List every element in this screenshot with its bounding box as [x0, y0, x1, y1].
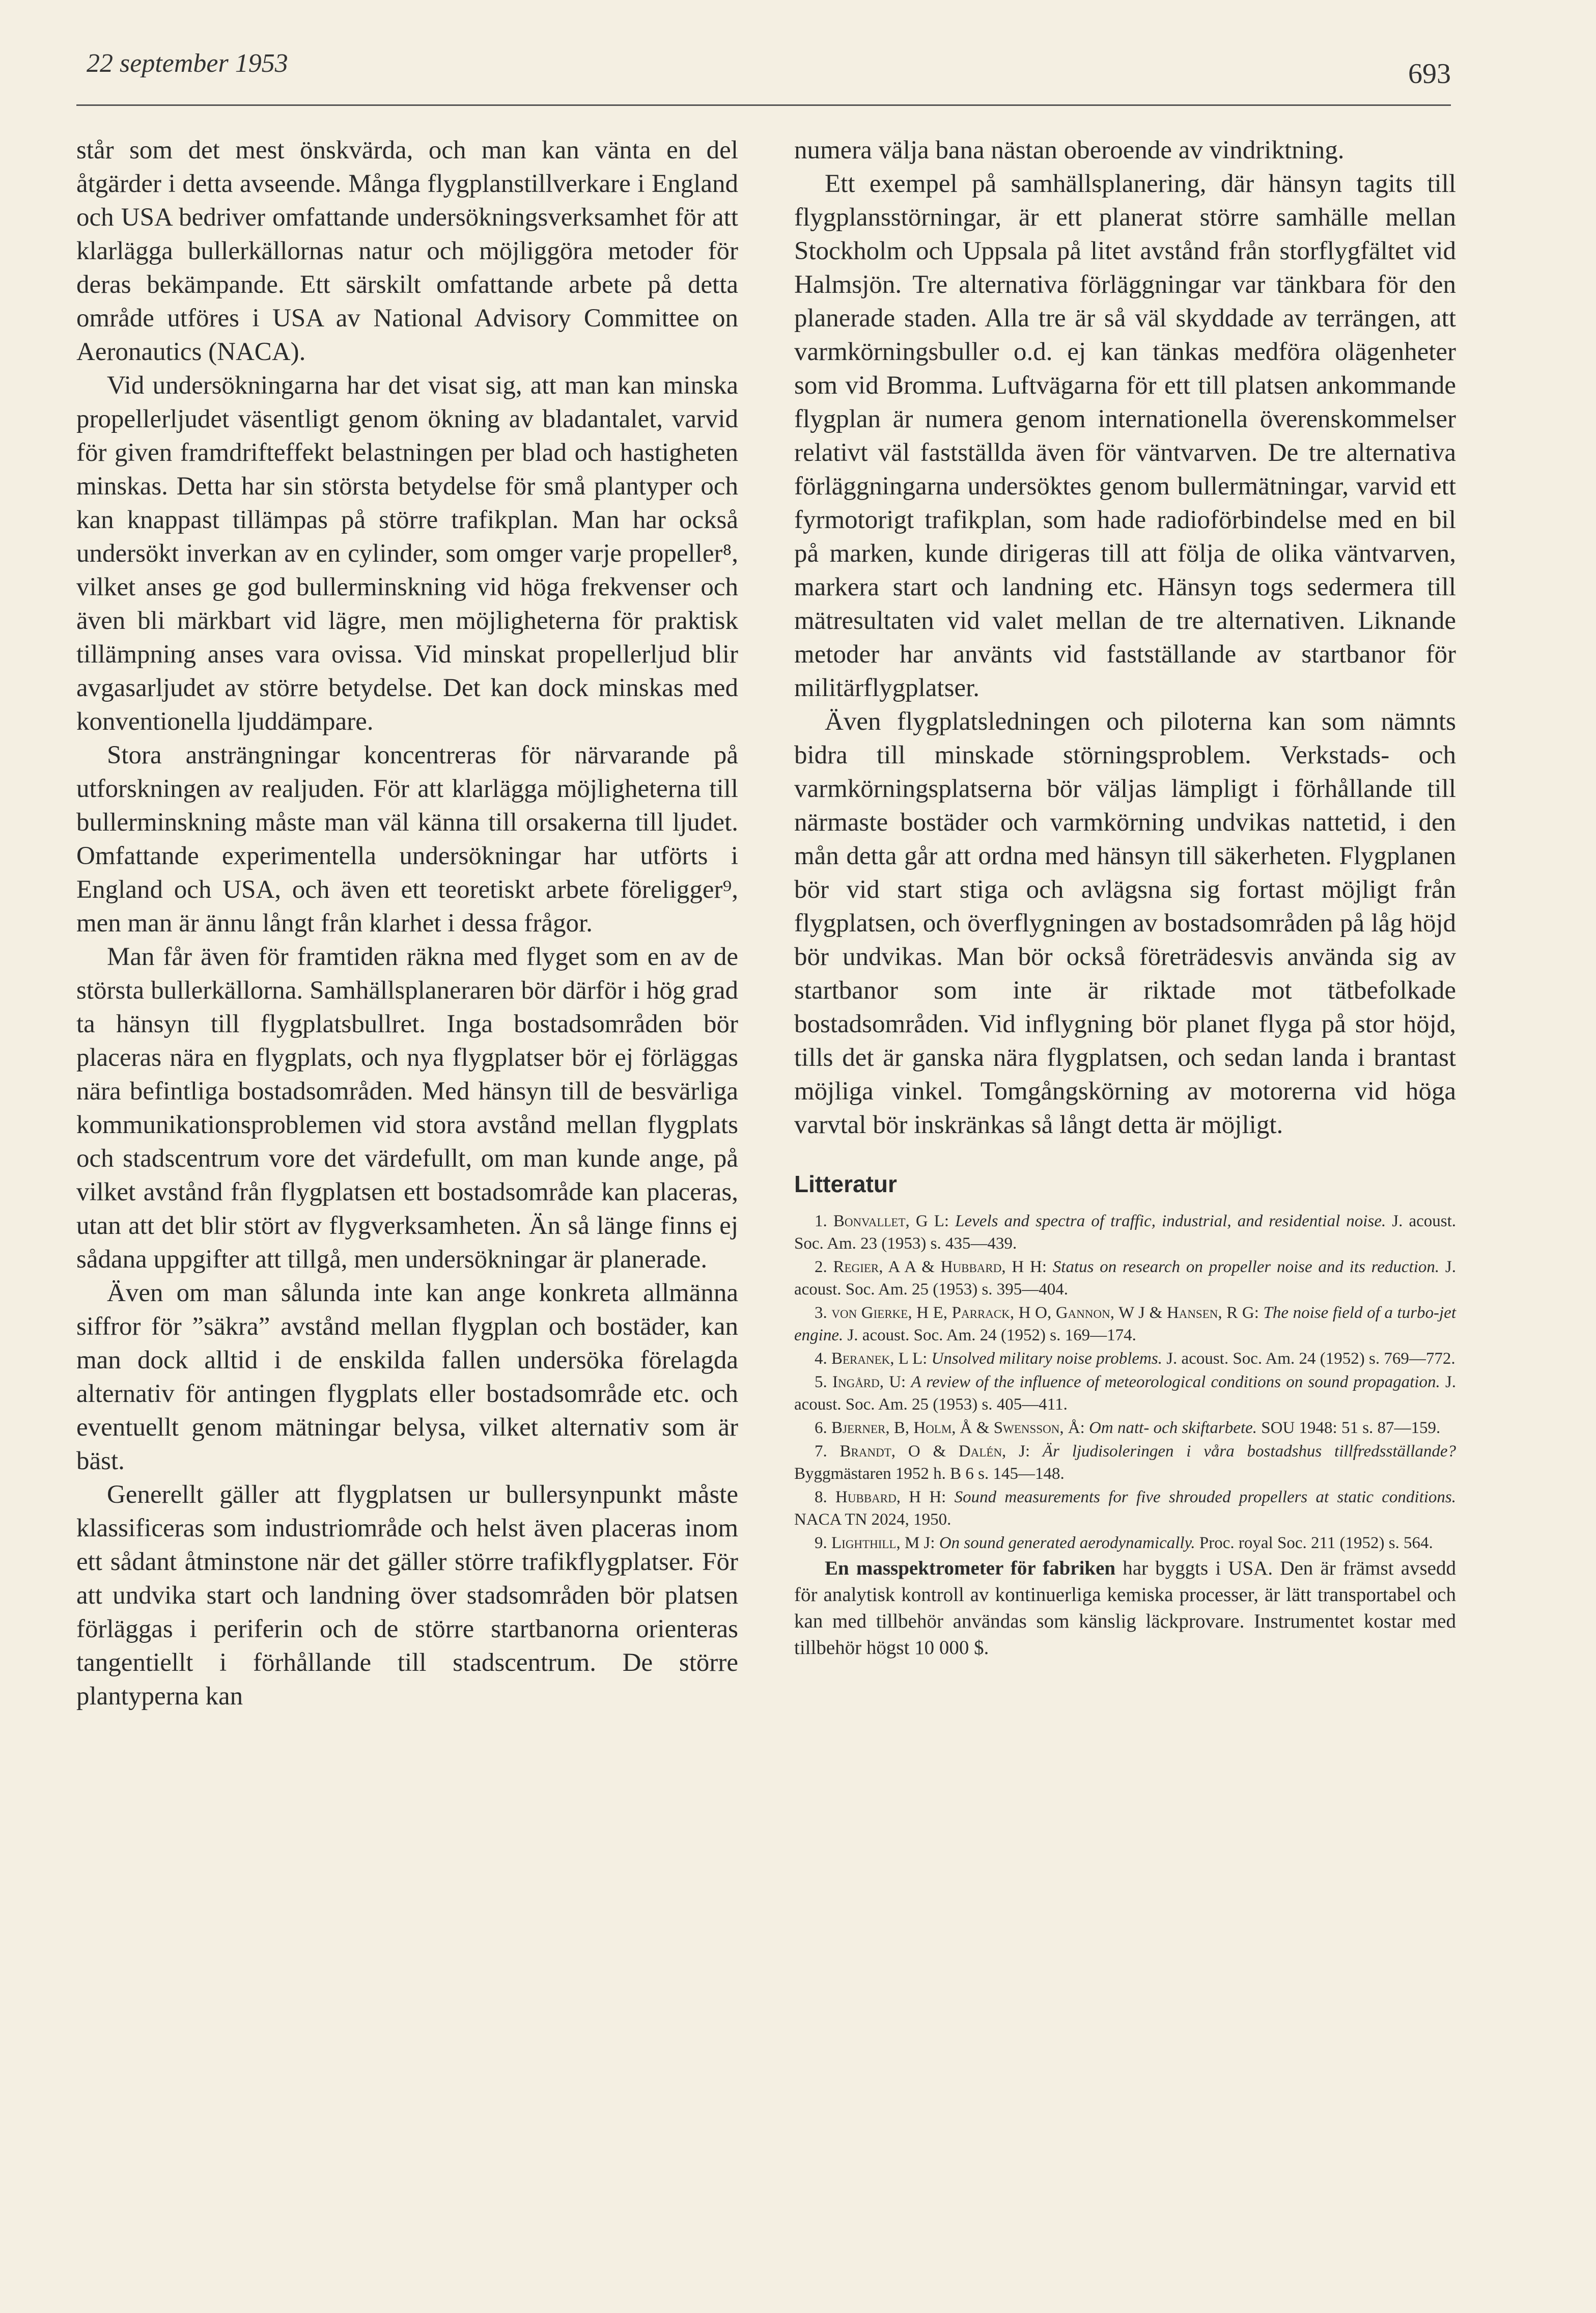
- paragraph: står som det mest önskvärda, och man kan vänta en del åtgärder i detta avseende. Många flygplanstillverkare i England och USA bedriver omfattande undersökningsverksamhet för att klarlägga bullerkällornas natur och möjliggöra metoder för deras bekämpande. Ett särskilt omfattande arbete på detta område utföres i USA av National Advisory Committee on Aeronautics (NACA).: [76, 136, 738, 366]
- reference-authors: Hubbard, H H:: [835, 1488, 946, 1506]
- issue-date: 22 september 1953: [87, 49, 288, 78]
- paragraph: Ett exempel på samhällsplanering, där hänsyn tagits till flygplansstörningar, är ett planerat större samhälle mellan Stockholm och Uppsala på litet avstånd från storflygfältet vid Halmsjön. Tre alternativa förläggningar var tänkbara för den planerade staden. Alla tre är så väl skyddade av terrängen, att varmkörningsbuller o.d. ej kan tänkas medföra olägenheter som vid Bromma. Luftvägarna för ett till platsen ankommande flygplan är numera genom internationella överenskommelser relativt väl fastställda även för väntvarven. De tre alternativa förläggningarna undersöktes genom bullermätningar, varvid ett fyrmotorigt trafikplan, som hade radioförbindelse med en bil på marken, kunde dirigeras till att följa de olika väntvarven, markera start och landning etc. Hänsyn togs sedermera till mätresultaten vid valet mellan de tre alternativen. Liknande metoder har använts vid fastställande av startbanor för militärflygplatser.: [794, 170, 1456, 702]
- news-note-text: har byggts i USA. Den är främst avsedd för analytisk kontroll av kontinuerliga kemiska processer, är lätt transportabel och kan med tillbehör användas som känslig läckprovare. Instrumentet kostar med tillbehör högst 10 000 $.: [794, 1557, 1456, 1659]
- reference-number: 6.: [815, 1419, 827, 1437]
- reference-number: 8.: [815, 1488, 827, 1506]
- paragraph: Även flygplatsledningen och piloterna kan som nämnts bidra till minskade störningsproblem. Verkstads- och varmkörningsplatserna bör väljas lämpligt i förhållande till närmaste bostäder och varmkörning undvikas nattetid, i den mån detta går att ordna med hänsyn till säkerheten. Flygplanen bör vid start stiga och avlägsna sig fortast möjligt från flygplatsen, och överflygningen av bostadsområden på låg höjd bör undvikas. Man bör också företrädesvis använda sig av startbanor som inte är riktade mot tätbefolkade bostadsområden. Vid inflygning bör planet flyga på stor höjd, tills det är ganska nära flygplatsen, och sedan landa i brantast möjliga vinkel. Tomgångskörning av motorerna vid höga varvtal bör inskränkas så långt detta är möjligt.: [794, 707, 1456, 1139]
- literature-heading: Litteratur: [794, 1171, 897, 1197]
- page-number: 693: [1408, 58, 1451, 90]
- reference-number: 2.: [815, 1258, 827, 1276]
- reference-title: Status on research on propeller noise and its reduction.: [1052, 1258, 1440, 1276]
- reference-number: 5.: [815, 1373, 827, 1391]
- reference-source: Proc. royal Soc. 211 (1952) s. 564.: [1199, 1534, 1433, 1552]
- reference-authors: Beranek, L L:: [831, 1350, 928, 1368]
- reference-item: [794, 1371, 1456, 1416]
- reference-title: A review of the influence of meteorological conditions on sound propagation.: [911, 1373, 1440, 1391]
- reference-source: J. acoust. Soc. Am. 25 (1953) s. 395—404.: [794, 1258, 1457, 1299]
- reference-item: [794, 1440, 1456, 1485]
- reference-item: [794, 1417, 1456, 1439]
- reference-source: J. acoust. Soc. Am. 23 (1953) s. 435—439.: [794, 1212, 1457, 1253]
- news-note-lead: En masspektrometer för fabriken: [825, 1557, 1116, 1579]
- reference-authors: Brandt, O & Dalén, J:: [839, 1442, 1030, 1461]
- reference-title: The noise field of a turbo-jet engine.: [794, 1304, 1456, 1344]
- reference-authors: Regier, A A & Hubbard, H H:: [833, 1258, 1047, 1276]
- reference-authors: Lighthill, M J:: [831, 1534, 935, 1552]
- right-column: [794, 133, 1456, 1661]
- reference-item: [794, 1256, 1456, 1301]
- reference-number: 1.: [815, 1212, 827, 1230]
- paragraph: Vid undersökningarna har det visat sig, att man kan minska propellerljudet väsentligt genom ökning av bladantalet, varvid för given framdrifteffekt belastningen per blad och hastigheten minskas. Detta har sin största betydelse för små plantyper och kan knappast tillämpas på större trafikplan. Man har också undersökt inverkan av en cylinder, som omger varje propeller⁸, vilket anses ge god bullerminskning vid höga frekvenser och även bli märkbart vid lägre, men möjligheterna för praktisk tillämpning anses vara ovissa. Vid minskat propellerljud blir avgasarljudet av större betydelse. Det kan dock minskas med konventionella ljuddämpare.: [76, 371, 738, 736]
- reference-number: 9.: [815, 1534, 827, 1552]
- reference-title: Levels and spectra of traffic, industrial, and residential noise.: [955, 1212, 1386, 1230]
- reference-source: NACA TN 2024, 1950.: [794, 1510, 951, 1529]
- reference-number: 7.: [815, 1442, 827, 1461]
- reference-title: Sound measurements for five shrouded propellers at static conditions.: [954, 1488, 1457, 1506]
- reference-authors: Bonvallet, G L:: [833, 1212, 949, 1230]
- paragraph: Även om man sålunda inte kan ange konkreta allmänna siffror för ”säkra” avstånd mellan flygplan och bostäder, kan man dock alltid i de enskilda fallen undersöka förelagda alternativ för antingen flygplats eller bostadsområde etc. och eventuellt genom mätningar belysa, vilket alternativ som är bäst.: [76, 1279, 738, 1475]
- reference-item: [794, 1486, 1456, 1531]
- reference-source: SOU 1948: 51 s. 87—159.: [1261, 1419, 1441, 1437]
- page-header: [76, 48, 1451, 106]
- reference-source: Byggmästaren 1952 h. B 6 s. 145—148.: [794, 1465, 1065, 1483]
- reference-item: [794, 1347, 1456, 1370]
- paragraph: Generellt gäller att flygplatsen ur bullersynpunkt måste klassificeras som industriområde och helst även placeras inom ett sådant åtminstone när det gäller större trafikflygplatser. För att undvika start och landning över stadsområden bör platsen förläggas i periferin och de större startbanorna orienteras tangentiellt i förhållande till stadscentrum. De större plantyperna kan: [76, 1480, 738, 1711]
- reference-title: Unsolved military noise problems.: [931, 1350, 1162, 1368]
- reference-source: J. acoust. Soc. Am. 24 (1952) s. 769—772.: [1166, 1350, 1455, 1368]
- reference-list: [794, 1210, 1456, 1554]
- reference-number: 3.: [815, 1304, 827, 1322]
- paragraph: Stora ansträngningar koncentreras för närvarande på utforskningen av realjuden. För att klarlägga möjligheterna till bullerminskning måste man väl känna till orsakerna till ljudet. Omfattande experimentella undersökningar har utförts i England och USA, och även ett teoretiskt arbete föreligger⁹, men man är ännu långt från klarhet i dessa frågor.: [76, 741, 738, 938]
- reference-source: J. acoust. Soc. Am. 25 (1953) s. 405—411.: [794, 1373, 1457, 1414]
- reference-authors: Bjerner, B, Holm, Å & Swensson, Å:: [831, 1419, 1085, 1437]
- news-note: [794, 1555, 1456, 1661]
- reference-authors: von Gierke, H E, Parrack, H O, Gannon, W J & Hansen, R G:: [831, 1304, 1259, 1322]
- reference-title: Om natt- och skiftarbete.: [1089, 1419, 1257, 1437]
- reference-item: [794, 1210, 1456, 1255]
- reference-authors: Ingård, U:: [832, 1373, 906, 1391]
- reference-number: 4.: [815, 1350, 827, 1368]
- paragraph: Man får även för framtiden räkna med flyget som en av de största bullerkällorna. Samhällsplaneraren bör därför i hög grad ta hänsyn till flygplatsbullret. Inga bostadsområden bör placeras nära en flygplats, och nya flygplatser bör ej förläggas nära befintliga bostadsområden. Med hänsyn till de besvärliga kommunikationsproblemen vid stora avstånd mellan flygplats och stadscentrum vore det värdefullt, om man kunde ange, på vilket avstånd från flygplatsen ett bostadsområde kan placeras, utan att det blir stört av flygverksamheten. Än så länge finns ej sådana uppgifter att tillgå, men undersökningar är planerade.: [76, 943, 738, 1274]
- left-column: [76, 133, 738, 1713]
- reference-title: Är ljudisoleringen i våra bostadshus tillfredsställande?: [1042, 1442, 1456, 1461]
- reference-title: On sound generated aerodynamically.: [939, 1534, 1195, 1552]
- paragraph: numera välja bana nästan oberoende av vindriktning.: [794, 136, 1345, 164]
- reference-source: J. acoust. Soc. Am. 24 (1952) s. 169—174.: [847, 1326, 1136, 1344]
- reference-item: [794, 1532, 1456, 1554]
- reference-item: [794, 1302, 1456, 1346]
